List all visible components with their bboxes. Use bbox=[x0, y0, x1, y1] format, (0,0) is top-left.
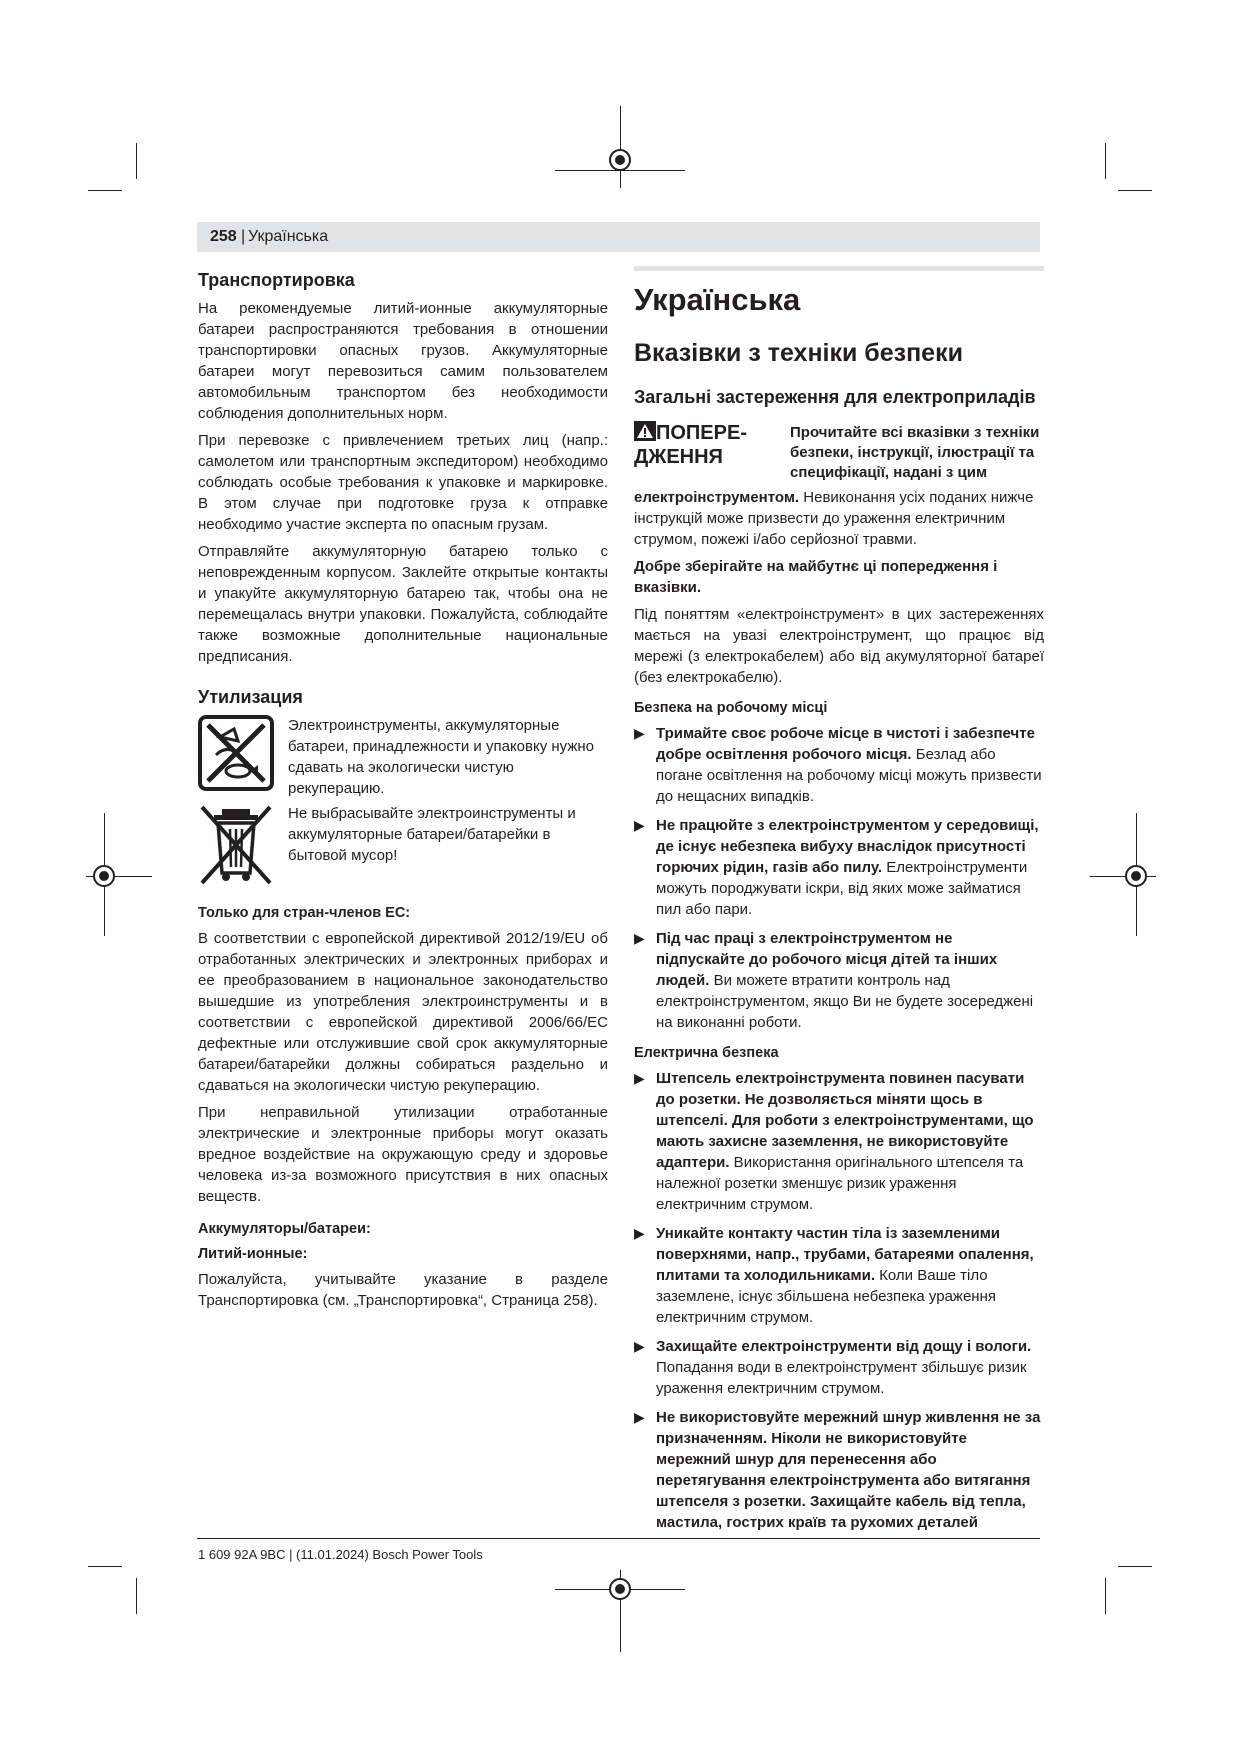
electrical-heading: Електрична безпека bbox=[634, 1045, 779, 1061]
disposal-paragraph-2: Не выбрасывайте электроинструменты и аккумуляторные батареи/батарейки в бытовой мусор! bbox=[288, 805, 576, 864]
bullet-arrow-icon: ▶ bbox=[634, 1070, 645, 1086]
warning-label-line1: ПОПЕРЕ- bbox=[656, 422, 747, 444]
transport-heading: Транспортировка bbox=[198, 270, 355, 290]
workplace-heading: Безпека на робочому місці bbox=[634, 700, 828, 716]
warning-block bbox=[634, 421, 1044, 487]
general-heading: Загальні застереження для електроприладів bbox=[634, 387, 1036, 407]
batteries-heading: Аккумуляторы/батареи: bbox=[198, 1221, 371, 1237]
header-language: Українська bbox=[248, 228, 329, 245]
left-column bbox=[198, 268, 608, 1311]
crossed-bin-icon bbox=[198, 803, 274, 887]
disposal-bin-row bbox=[198, 803, 608, 887]
bullet-arrow-icon: ▶ bbox=[634, 1338, 645, 1354]
warning-triangle-icon bbox=[634, 421, 656, 441]
workplace-item-bold: Тримайте своє робоче місце в чистоті і забезпечте добре освітлення робочого місця. bbox=[656, 725, 1035, 763]
eu-heading: Только для стран-членов ЕС: bbox=[198, 905, 411, 921]
liion-paragraph: Пожалуйста, учитывайте указание в разделе Транспортировка (см. „Транспортировка“, Страница 258). bbox=[198, 1271, 608, 1309]
liion-heading: Литий-ионные: bbox=[198, 1246, 308, 1262]
eu-paragraph-2: При неправильной утилизации отработанные электрические и электронные приборы могут оказать вредное воздействие на окружающую среду и здоровье человека из-за возможного присутствия в них опасных веществ. bbox=[198, 1104, 608, 1205]
electrical-item-bold: Штепсель електроінструмента повинен пасувати до розетки. Не дозволяється міняти щось в штепселі. Для роботи з електроінструментами, що мають захисне заземлення, не використовуйте адаптери. bbox=[656, 1070, 1034, 1171]
header-separator: | bbox=[241, 228, 246, 245]
disposal-recycle-row bbox=[198, 715, 608, 799]
workplace-item bbox=[634, 723, 1044, 807]
warning-bold-text-2: електроінструментом. bbox=[634, 489, 800, 506]
electrical-item bbox=[634, 1223, 1044, 1328]
workplace-item-bold: Під час праці з електроінструментом не підпускайте до робочого місця дітей та інших людей. bbox=[656, 930, 998, 989]
page-number: 258 bbox=[210, 228, 237, 245]
bullet-arrow-icon: ▶ bbox=[634, 1409, 645, 1425]
keep-instructions: Добре зберігайте на майбутнє ці попередження і вказівки. bbox=[634, 558, 998, 596]
bullet-arrow-icon: ▶ bbox=[634, 817, 645, 833]
transport-paragraph-3: Отправляйте аккумуляторную батарею только с неповрежденным корпусом. Заклейте открытые контакты и упакуйте аккумуляторную батарею так, чтобы она не перемещалась внутри упаковки. Пожалуйста, соблюдайте также возможные дополнительные национальные предписания. bbox=[198, 543, 608, 665]
workplace-item-bold: Не працюйте з електроінструментом у середовищі, де існує небезпека вибуху внаслідок присутності горючих рідин, газів або пилу. bbox=[656, 817, 1039, 876]
recycle-symbol-icon bbox=[198, 715, 274, 791]
page-header bbox=[197, 222, 1040, 252]
electrical-item-bold: Захищайте електроінструменти від дощу і вологи. bbox=[656, 1338, 1032, 1355]
electrical-item bbox=[634, 1336, 1044, 1399]
electrical-item-bold: Не використовуйте мережний шнур живлення не за призначенням. Ніколи не використовуйте мережний шнур для перенесення або перетягування електроінструмента або витягання штепселя з розетки. Захищайте кабель від тепла, мастила, гострих країв та рухомих деталей bbox=[656, 1409, 1041, 1531]
disposal-paragraph-1: Электроинструменты, аккумуляторные батареи, принадлежности и упаковку нужно сдавать на экологически чистую рекуперацию. bbox=[288, 717, 594, 797]
bullet-arrow-icon: ▶ bbox=[634, 930, 645, 946]
electrical-item-bold: Уникайте контакту частин тіла із заземленими поверхнями, напр., трубами, батареями опалення, плитами та холодильниками. bbox=[656, 1225, 1034, 1284]
safety-heading: Вказівки з техніки безпеки bbox=[634, 339, 963, 367]
workplace-item bbox=[634, 815, 1044, 920]
term-paragraph: Під поняттям «електроінструмент» в цих застереженнях мається на увазі електроінструмент, що працює від мережі (з електрокабелем) або від акумуляторної батареї (без електрокабелю). bbox=[634, 606, 1044, 686]
electrical-item bbox=[634, 1068, 1044, 1215]
electrical-item-text: Попадання води в електроінструмент збільшує ризик ураження електричним струмом. bbox=[656, 1359, 1027, 1397]
right-column bbox=[634, 266, 1044, 1533]
warning-bold-text: Прочитайте всі вказівки з техніки безпеки, інструкції, ілюстрації та специфікації, надані з цим bbox=[790, 424, 1040, 481]
electrical-item-text: Коли Ваше тіло заземлене, існує збільшена небезпека ураження електричним струмом. bbox=[656, 1267, 996, 1326]
transport-paragraph-2: При перевозке с привлечением третьих лиц (напр.: самолетом или транспортным экспедитором) необходимо соблюдать особые требования к упаковке и маркировке. В этом случае при подготовке груза к отправке необходимо участие эксперта по опасным грузам. bbox=[198, 432, 608, 533]
bullet-arrow-icon: ▶ bbox=[634, 1225, 645, 1241]
bullet-arrow-icon: ▶ bbox=[634, 725, 645, 741]
workplace-item-text: Ви можете втратити контроль над електроінструментом, якщо Ви не будете зосереджені на виконанні роботи. bbox=[656, 972, 1034, 1031]
eu-paragraph-1: В соответствии с европейской директивой 2012/19/EU об отработанных электрических и электронных приборах и ее преобразованием в национальное законодательство вышедшие из употребления электроинструменты и в соответствии с европейской директивой 2006/66/EC дефектные или отслужившие свой срок аккумуляторные батареи/батарейки должны собираться раздельно и сдаваться на экологически чистую рекуперацию. bbox=[198, 930, 608, 1094]
footer-text: 1 609 92A 9BC | (11.01.2024) Bosch Power Tools bbox=[198, 1547, 483, 1562]
electrical-item bbox=[634, 1407, 1044, 1533]
section-title: Українська bbox=[634, 282, 801, 317]
footer-rule bbox=[197, 1538, 1040, 1539]
electrical-item-text: Використання оригінального штепселя та належної розетки зменшує ризик ураження електричним струмом. bbox=[656, 1154, 1024, 1213]
workplace-item-text: Електроінструменти можуть породжувати іскри, від яких може займатися пил або пари. bbox=[656, 859, 1028, 918]
transport-paragraph-1: На рекомендуемые литий-ионные аккумуляторные батареи распространяются требования в отношении транспортировки опасных грузов. Аккумуляторные батареи могут перевозиться самим пользователем автомобильным транспортом без необходимости соблюдения дополнительных норм. bbox=[198, 300, 608, 422]
workplace-item-text: Безлад або погане освітлення на робочому місці можуть призвести до нещасних випадків. bbox=[656, 746, 1042, 805]
warning-label bbox=[634, 421, 747, 469]
disposal-heading: Утилизация bbox=[198, 687, 303, 707]
workplace-item bbox=[634, 928, 1044, 1033]
warning-label-line2: ДЖЕННЯ bbox=[634, 446, 723, 468]
warning-normal-text: Невиконання усіх поданих нижче інструкцій може призвести до ураження електричним струмом, пожежі і/або серйозної травми. bbox=[634, 489, 1034, 548]
warning-continuation bbox=[634, 487, 1044, 550]
